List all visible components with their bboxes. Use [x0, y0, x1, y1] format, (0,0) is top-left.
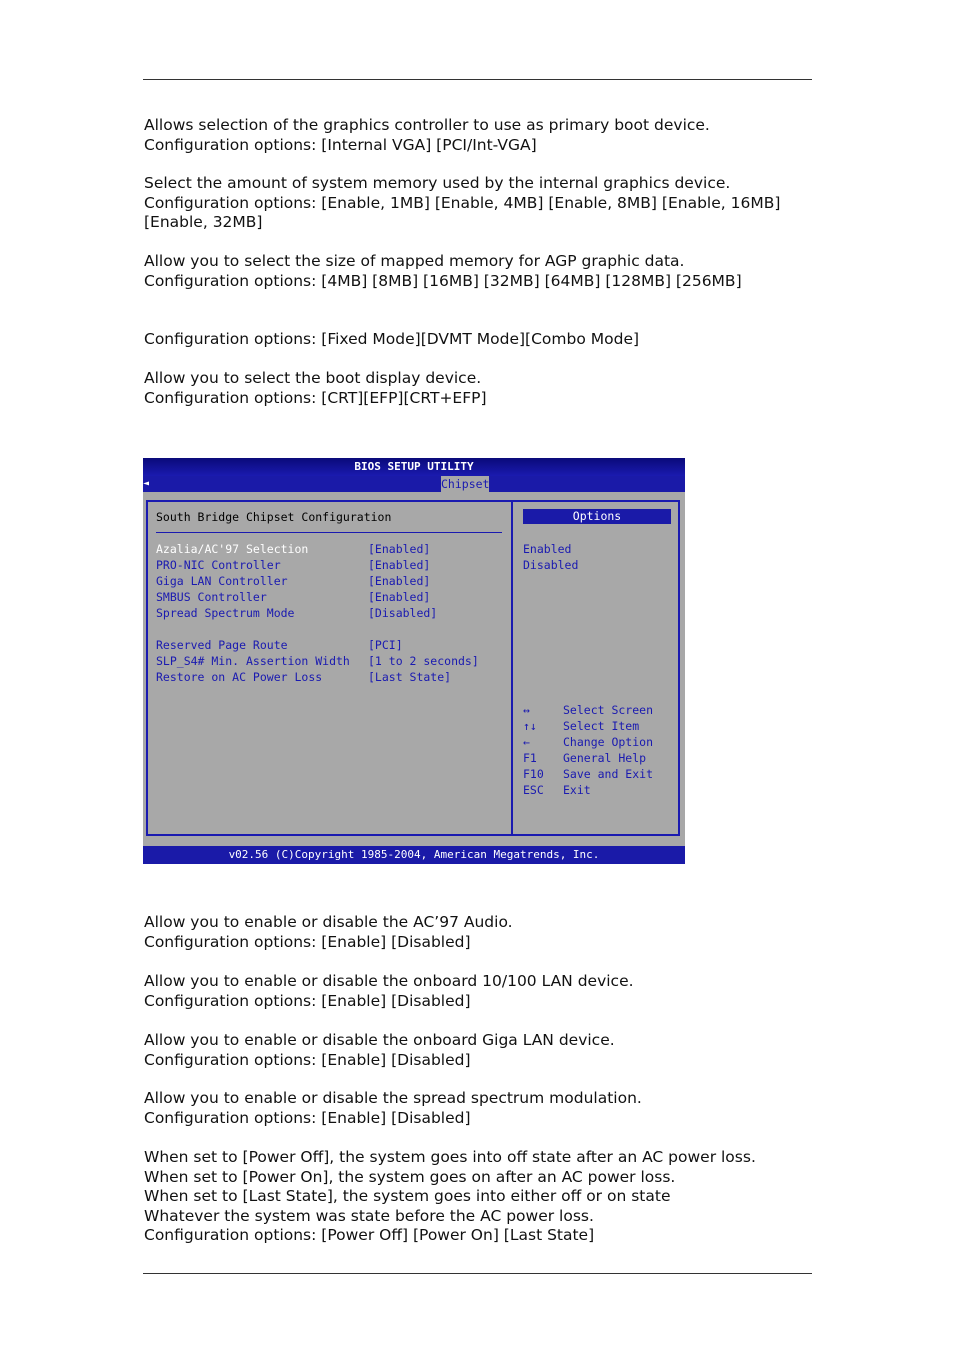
footer-rule	[143, 1273, 812, 1274]
text-line: Configuration options: [Internal VGA] [PCI/Int-VGA]	[144, 135, 537, 154]
text-line: Configuration options: [Enable] [Disabled]	[144, 1050, 471, 1069]
bios-section-title: South Bridge Chipset Configuration	[156, 510, 392, 524]
text-line: Configuration options: [Enable] [Disabled]	[144, 991, 471, 1010]
left-right-arrow-icon: ↔	[523, 703, 530, 717]
bios-key-code: F1	[523, 751, 537, 765]
left-arrow-icon: ←	[523, 735, 530, 749]
text-line: Whatever the system was state before the AC power loss.	[144, 1206, 594, 1225]
bios-key-desc: General Help	[563, 751, 647, 765]
bios-item-label: PRO-NIC Controller	[156, 558, 281, 572]
description-dvmt-mode	[144, 330, 824, 350]
description-restore-ac-power	[144, 1148, 824, 1246]
bios-title: BIOS SETUP UTILITY	[143, 458, 685, 476]
bios-item-label: Reserved Page Route	[156, 638, 288, 652]
bios-item-label: Giga LAN Controller	[156, 574, 288, 588]
description-pro-nic	[144, 972, 824, 1011]
text-line: Allow you to enable or disable the onboard Giga LAN device.	[144, 1031, 615, 1049]
bios-item-value[interactable]: [PCI]	[368, 638, 403, 652]
bios-item-label: Restore on AC Power Loss	[156, 670, 323, 684]
text-line: [Enable, 32MB]	[144, 213, 263, 231]
text-line: Allow you to enable or disable the spread spectrum modulation.	[144, 1089, 642, 1107]
text-line: Configuration options: [4MB] [8MB] [16MB] [32MB] [64MB] [128MB] [256MB]	[144, 271, 742, 290]
text-line: Allow you to select the size of mapped memory for AGP graphic data.	[144, 252, 685, 270]
bios-panel-divider	[511, 500, 513, 836]
bios-key-desc: Save and Exit	[563, 767, 654, 781]
tab-chipset[interactable]: Chipset	[441, 477, 490, 491]
text-line: Allow you to enable or disable the onboard 10/100 LAN device.	[144, 972, 634, 990]
bios-item-value[interactable]: [Enabled]	[368, 558, 431, 572]
bios-screenshot	[143, 458, 685, 864]
text-line: When set to [Power Off], the system goes into off state after an AC power loss.	[144, 1148, 756, 1166]
text-line: Configuration options: [Power Off] [Power On] [Last State]	[144, 1226, 595, 1244]
bios-key-desc: Select Screen	[563, 703, 654, 717]
bios-key-desc: Change Option	[563, 735, 654, 749]
bios-key-desc: Exit	[563, 783, 591, 797]
text-line: Configuration options: [Enable] [Disabled]	[144, 1108, 471, 1127]
text-line: Allows selection of the graphics controller to use as primary boot device.	[144, 116, 710, 134]
description-primary-graphics	[144, 116, 824, 155]
header-rule	[143, 79, 812, 80]
left-arrow-icon[interactable]: ◄	[143, 478, 150, 489]
text-line: Configuration options: [CRT][EFP][CRT+EFP]	[144, 388, 487, 407]
text-line: Allow you to enable or disable the AC’97 Audio.	[144, 913, 513, 931]
up-down-arrow-icon: ↑↓	[523, 719, 537, 733]
bios-options-title: Options	[523, 509, 671, 524]
bios-item-label: SMBUS Controller	[156, 590, 267, 604]
bios-item-value[interactable]: [1 to 2 seconds]	[368, 654, 479, 668]
description-agp-memory	[144, 252, 824, 291]
bios-item-label: Azalia/AC'97 Selection	[156, 542, 309, 556]
bios-tab-bar	[143, 476, 685, 492]
text-line: Configuration options: [Enable, 1MB] [Enable, 4MB] [Enable, 8MB] [Enable, 16MB]	[144, 193, 781, 212]
description-internal-graphics-memory	[144, 174, 824, 233]
text-line: When set to [Last State], the system goes into either off or on state	[144, 1187, 671, 1205]
bios-item-value[interactable]: [Enabled]	[368, 574, 431, 588]
bios-option-disabled[interactable]: Disabled	[523, 558, 579, 572]
text-line: When set to [Power On], the system goes on after an AC power loss.	[144, 1167, 676, 1186]
description-ac97-audio	[144, 913, 824, 952]
description-giga-lan	[144, 1031, 824, 1070]
text-line: Configuration options: [Enable] [Disabled]	[144, 932, 471, 951]
bios-key-code: F10	[523, 767, 544, 781]
bios-option-enabled[interactable]: Enabled	[523, 542, 572, 556]
bios-item-value[interactable]: [Disabled]	[368, 606, 438, 620]
text-line: Configuration options: [Fixed Mode][DVMT Mode][Combo Mode]	[144, 330, 640, 348]
bios-item-value[interactable]: [Last State]	[368, 670, 452, 684]
bios-section-rule	[156, 532, 502, 533]
description-boot-display	[144, 369, 824, 408]
description-spread-spectrum	[144, 1089, 824, 1128]
bios-item-value[interactable]: [Enabled]	[368, 590, 431, 604]
bios-item-value[interactable]: [Enabled]	[368, 542, 431, 556]
bios-item-label: Spread Spectrum Mode	[156, 606, 295, 620]
bios-item-label: SLP_S4# Min. Assertion Width	[156, 654, 350, 668]
bios-key-code: ESC	[523, 783, 544, 797]
text-line: Allow you to select the boot display device.	[144, 369, 482, 387]
text-line: Select the amount of system memory used by the internal graphics device.	[144, 174, 731, 192]
bios-copyright-footer: v02.56 (C)Copyright 1985-2004, American Megatrends, Inc.	[143, 846, 685, 864]
bios-key-desc: Select Item	[563, 719, 640, 733]
